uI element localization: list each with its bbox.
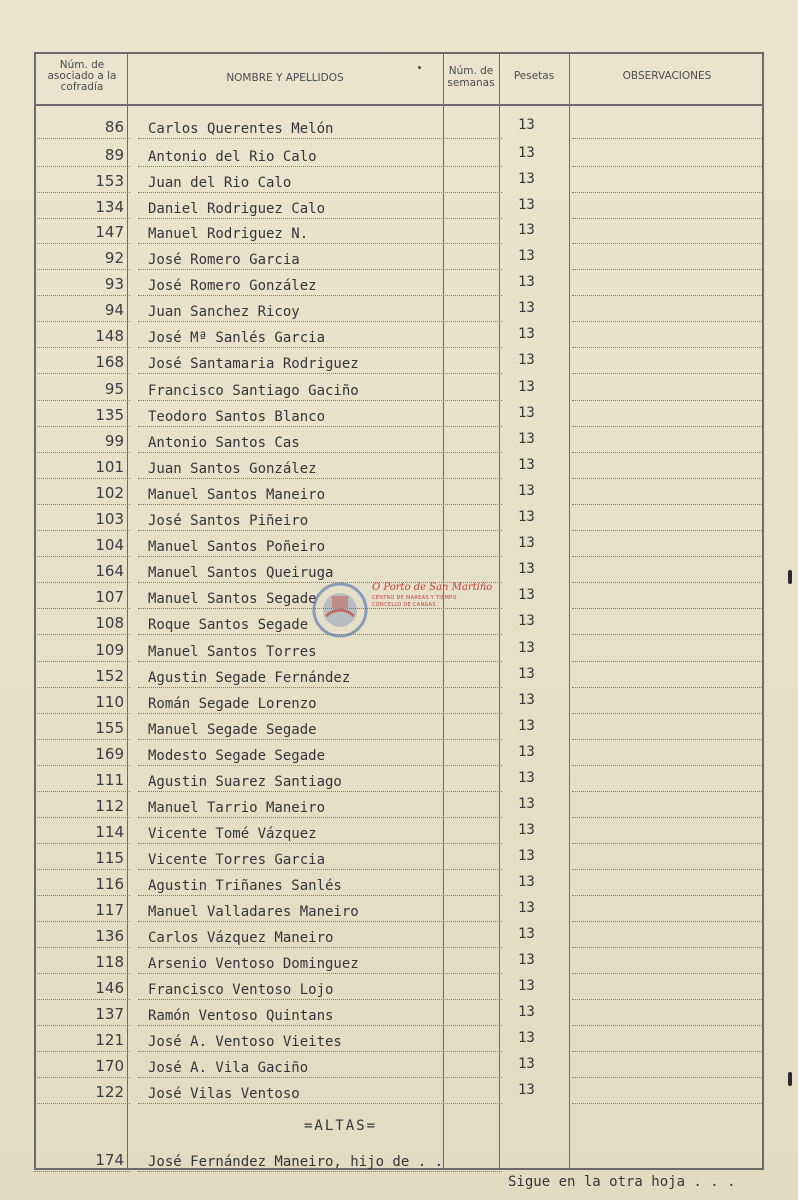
member-name: Manuel Santos Maneiro [148, 487, 326, 503]
edge-mark [788, 570, 792, 584]
pesetas-value: 13 [518, 509, 535, 525]
member-number: 102 [95, 484, 124, 502]
table-row [34, 714, 764, 740]
member-number: 153 [95, 172, 124, 190]
row-dotted-rule [138, 1171, 502, 1172]
row-dotted-rule [34, 373, 130, 374]
member-name: Daniel Rodriguez Calo [148, 201, 326, 217]
member-number: 94 [104, 301, 124, 319]
member-name: Agustin Suarez Santiago [148, 774, 342, 790]
member-name: Manuel Santos Queiruga [148, 565, 334, 581]
pesetas-value: 13 [518, 483, 535, 499]
member-name: José Romero Garcia [148, 252, 300, 268]
member-name: Manuel Valladares Maneiro [148, 904, 359, 920]
member-name: Antonio Santos Cas [148, 435, 300, 451]
table-row [34, 193, 764, 219]
row-dotted-rule [34, 1103, 130, 1104]
member-name: Agustin Triñanes Sanlés [148, 878, 342, 894]
pesetas-value: 13 [518, 405, 535, 421]
pesetas-value: 13 [518, 718, 535, 734]
row-dotted-rule [138, 373, 502, 374]
member-number: 86 [104, 118, 124, 136]
pesetas-value: 13 [518, 952, 535, 968]
table-row [34, 1146, 764, 1172]
pesetas-value: 13 [518, 379, 535, 395]
row-dotted-rule [34, 634, 130, 635]
member-name: Agustin Segade Fernández [148, 670, 351, 686]
member-name: Manuel Santos Torres [148, 644, 317, 660]
header-nombre: NOMBRE Y APELLIDOS [226, 72, 344, 84]
member-number: 92 [104, 249, 124, 267]
member-name: Modesto Segade Segade [148, 748, 326, 764]
table-row [34, 766, 764, 792]
pesetas-value: 13 [518, 926, 535, 942]
pesetas-value: 13 [518, 978, 535, 994]
row-dotted-rule [138, 1103, 502, 1104]
row-dotted-rule [138, 138, 502, 139]
pesetas-value: 13 [518, 640, 535, 656]
member-number: 99 [104, 432, 124, 450]
member-number: 152 [95, 667, 124, 685]
table-row [34, 818, 764, 844]
pesetas-value: 13 [518, 848, 535, 864]
pesetas-value: 13 [518, 561, 535, 577]
header-text: Núm. de [59, 59, 105, 71]
row-dotted-rule [572, 634, 764, 635]
member-name: Francisco Ventoso Lojo [148, 982, 334, 998]
pesetas-value: 13 [518, 1004, 535, 1020]
member-name: Román Segade Lorenzo [148, 696, 317, 712]
member-name: Carlos Vázquez Maneiro [148, 930, 334, 946]
table-row [34, 688, 764, 714]
pesetas-value: 13 [518, 222, 535, 238]
member-number: 118 [95, 953, 124, 971]
table-row [34, 1000, 764, 1026]
member-name: Teodoro Santos Blanco [148, 409, 326, 425]
member-number: 112 [95, 797, 124, 815]
member-number: 116 [95, 875, 124, 893]
table-row [34, 1052, 764, 1078]
member-name: Manuel Rodriguez N. [148, 226, 309, 242]
member-number: 134 [95, 198, 124, 216]
member-name: Vicente Torres Garcia [148, 852, 326, 868]
member-number: 168 [95, 353, 124, 371]
member-name: Juan Santos González [148, 461, 317, 477]
member-name: Juan del Rio Calo [148, 175, 292, 191]
member-number: 108 [95, 614, 124, 632]
member-name: José Romero González [148, 278, 317, 294]
table-row [34, 348, 764, 374]
row-dotted-rule [34, 138, 130, 139]
table-row [34, 218, 764, 244]
member-number: 169 [95, 745, 124, 763]
pesetas-value: 13 [518, 352, 535, 368]
member-name: José Fernández Maneiro, hijo de . . [148, 1154, 444, 1170]
pesetas-value: 13 [518, 613, 535, 629]
pesetas-value: 13 [518, 692, 535, 708]
pesetas-value: 13 [518, 900, 535, 916]
pesetas-value: 13 [518, 326, 535, 342]
pesetas-value: 13 [518, 770, 535, 786]
member-number: 104 [95, 536, 124, 554]
continuation-note: Sigue en la otra hoja . . . [508, 1174, 736, 1190]
table-row [34, 167, 764, 193]
member-name: José Santos Piñeiro [148, 513, 309, 529]
pesetas-value: 13 [518, 457, 535, 473]
pesetas-value: 13 [518, 117, 535, 133]
table-row [34, 922, 764, 948]
member-number: 107 [95, 588, 124, 606]
table-row [34, 1026, 764, 1052]
pesetas-value: 13 [518, 171, 535, 187]
stamp-title: O Porto de San Martiño [372, 582, 493, 593]
member-name: Carlos Querentes Melón [148, 121, 334, 137]
edge-mark [788, 1072, 792, 1086]
table-row [34, 322, 764, 348]
stamp-text [372, 582, 522, 608]
member-name: José Santamaria Rodriguez [148, 356, 359, 372]
header-text: Núm. de [448, 65, 494, 77]
table-row [34, 1078, 764, 1104]
member-number: 174 [95, 1151, 124, 1169]
member-name: Francisco Santiago Gaciño [148, 383, 359, 399]
table-row [34, 141, 764, 167]
member-name: José A. Ventoso Vieites [148, 1034, 342, 1050]
member-name: Antonio del Rio Calo [148, 149, 317, 165]
member-name: Ramón Ventoso Quintans [148, 1008, 334, 1024]
row-dotted-rule [34, 1171, 130, 1172]
member-number: 136 [95, 927, 124, 945]
altas-heading: =ALTAS= [304, 1118, 378, 1134]
header-observaciones: OBSERVACIONES [622, 70, 712, 82]
table-row [34, 453, 764, 479]
table-row [34, 844, 764, 870]
member-name: José Mª Sanlés Garcia [148, 330, 326, 346]
member-name: José Vilas Ventoso [148, 1086, 300, 1102]
member-number: 115 [95, 849, 124, 867]
pesetas-value: 13 [518, 197, 535, 213]
pesetas-value: 13 [518, 274, 535, 290]
member-name: Manuel Tarrio Maneiro [148, 800, 326, 816]
stamp-line: CENTRO DE MAREAS Y TIEMPO [372, 595, 457, 601]
stamp-line: CONCELLO DE CANGAS [372, 602, 436, 608]
pesetas-value: 13 [518, 822, 535, 838]
pesetas-value: 13 [518, 874, 535, 890]
member-number: 89 [104, 146, 124, 164]
member-name: Arsenio Ventoso Dominguez [148, 956, 359, 972]
header-pesetas: Pesetas [513, 70, 555, 82]
pesetas-value: 13 [518, 300, 535, 316]
member-number: 121 [95, 1031, 124, 1049]
row-dotted-rule [572, 138, 764, 139]
header-text: cofradía [60, 81, 104, 93]
member-number: 137 [95, 1005, 124, 1023]
header-rule [34, 104, 764, 106]
member-number: 122 [95, 1083, 124, 1101]
table-row [34, 244, 764, 270]
member-name: José A. Vila Gaciño [148, 1060, 309, 1076]
member-number: 117 [95, 901, 124, 919]
member-number: 109 [95, 641, 124, 659]
member-number: 147 [95, 223, 124, 241]
member-name: Vicente Tomé Vázquez [148, 826, 317, 842]
header-text: semanas [447, 77, 495, 89]
table-row [34, 401, 764, 427]
table-row [34, 427, 764, 453]
row-dotted-rule [572, 1103, 764, 1104]
member-number: 164 [95, 562, 124, 580]
pesetas-value: 13 [518, 431, 535, 447]
member-number: 103 [95, 510, 124, 528]
table-row [34, 113, 764, 139]
header-dot [418, 66, 421, 69]
pesetas-value: 13 [518, 1056, 535, 1072]
member-number: 114 [95, 823, 124, 841]
member-name: Roque Santos Segade [148, 617, 309, 633]
table-row [34, 974, 764, 1000]
member-name: Manuel Santos Segade [148, 591, 317, 607]
table-row [34, 870, 764, 896]
member-number: 95 [104, 380, 124, 398]
pesetas-value: 13 [518, 666, 535, 682]
member-number: 146 [95, 979, 124, 997]
row-dotted-rule [572, 373, 764, 374]
table-row [34, 792, 764, 818]
member-number: 93 [104, 275, 124, 293]
member-number: 148 [95, 327, 124, 345]
pesetas-value: 13 [518, 248, 535, 264]
table-row [34, 270, 764, 296]
pesetas-value: 13 [518, 1082, 535, 1098]
table-row [34, 740, 764, 766]
table-row [34, 531, 764, 557]
table-row [34, 948, 764, 974]
pesetas-value: 13 [518, 145, 535, 161]
table-row [34, 375, 764, 401]
pesetas-value: 13 [518, 587, 535, 603]
table-row [34, 896, 764, 922]
member-number: 110 [95, 693, 124, 711]
table-row [34, 479, 764, 505]
table-row [34, 296, 764, 322]
pesetas-value: 13 [518, 1030, 535, 1046]
member-number: 135 [95, 406, 124, 424]
table-row [34, 662, 764, 688]
member-name: Manuel Santos Poñeiro [148, 539, 326, 555]
table-row [34, 505, 764, 531]
member-number: 155 [95, 719, 124, 737]
pesetas-value: 13 [518, 535, 535, 551]
member-name: Manuel Segade Segade [148, 722, 317, 738]
pesetas-value: 13 [518, 744, 535, 760]
header-text: asociado a la [47, 70, 117, 82]
member-name: Juan Sanchez Ricoy [148, 304, 300, 320]
member-number: 101 [95, 458, 124, 476]
pesetas-value: 13 [518, 796, 535, 812]
member-number: 111 [95, 771, 124, 789]
member-number: 170 [95, 1057, 124, 1075]
